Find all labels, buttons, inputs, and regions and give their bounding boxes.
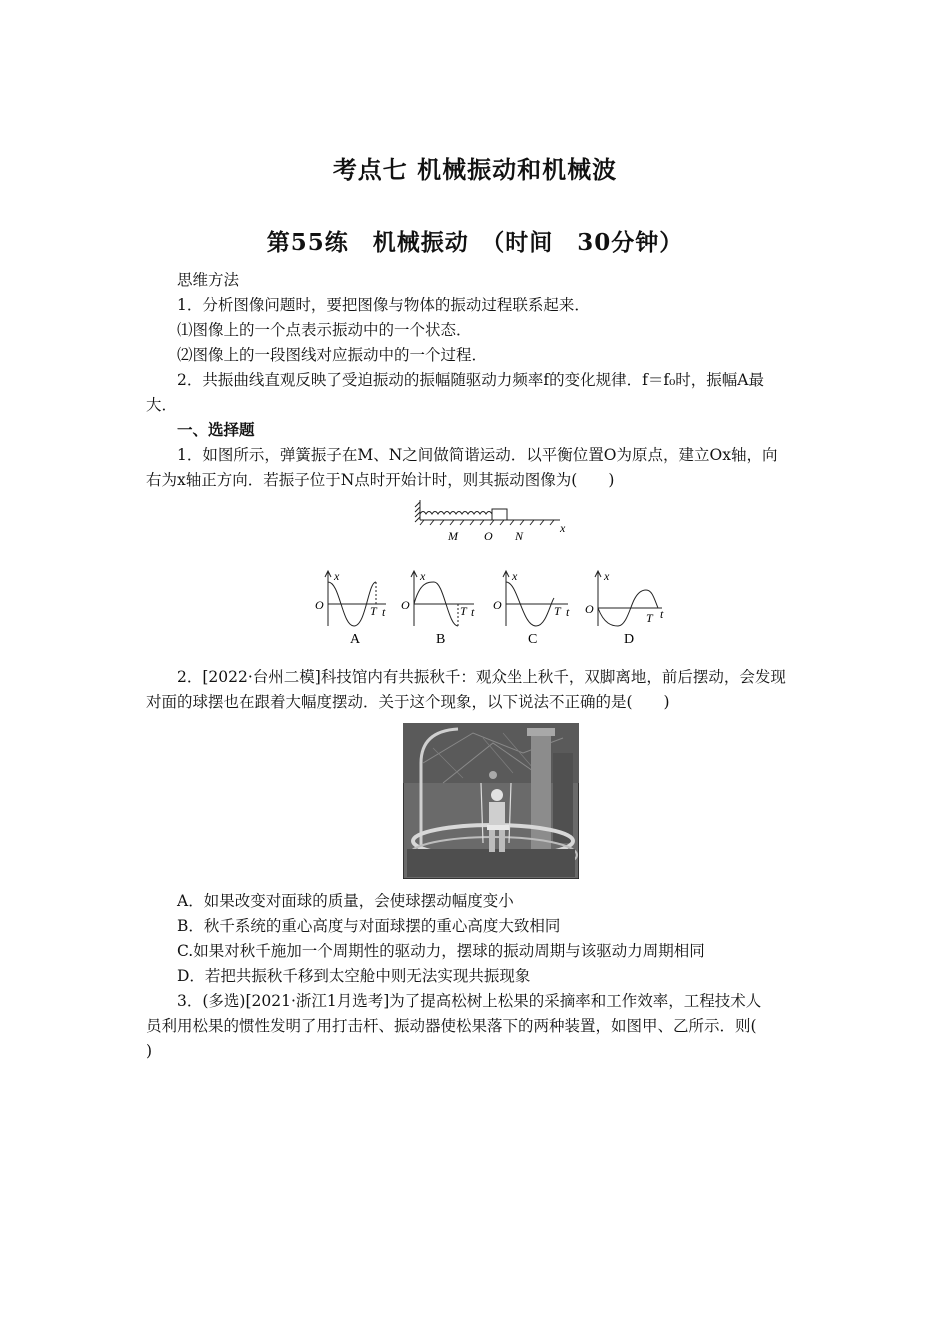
graph-b-time: t (471, 605, 475, 619)
graph-c-period: T (554, 604, 561, 618)
graph-c-time: t (566, 605, 570, 619)
question-1-line2: 右为x轴正方向．若振子位于N点时开始计时，则其振动图像为( ) (146, 471, 615, 489)
graph-d-y-label: x (604, 569, 610, 583)
question-3-line3: ) (146, 1042, 153, 1060)
graph-option-b (398, 568, 480, 648)
graph-d-time: t (660, 607, 664, 621)
point-o-label: O (484, 529, 493, 543)
graph-option-a (312, 568, 390, 648)
graph-b-y-label: x (420, 569, 426, 583)
option-a: A．如果改变对面球的质量，会使球摆动幅度变小 (177, 892, 514, 910)
method-point-2-line2: 大． (146, 396, 178, 414)
graph-b-label: B (436, 632, 446, 647)
spring-oscillator-figure (410, 498, 570, 546)
method-heading: 思维方法 (177, 271, 240, 289)
graph-c-origin: O (493, 598, 502, 612)
graph-a-y-label: x (334, 569, 340, 583)
chapter-title: 考点七 机械振动和机械波 (332, 155, 618, 184)
graph-a-origin: O (315, 598, 324, 612)
graph-a-label: A (350, 632, 361, 647)
method-point-2-line1: 2．共振曲线直观反映了受迫振动的振幅随驱动力频率f的变化规律．f＝f₀时，振幅A最 (177, 371, 764, 389)
resonance-swing-photo (403, 723, 579, 879)
graph-a-time: t (382, 605, 386, 619)
question-1-line1: 1．如图所示，弹簧振子在M、N之间做简谐运动．以平衡位置O为原点，建立Ox轴，向 (177, 446, 778, 464)
graph-d-period: T (646, 611, 653, 625)
graph-c-label: C (528, 632, 538, 647)
point-m-label: M (448, 529, 458, 543)
graph-b-period: T (460, 604, 467, 618)
option-d: D．若把共振秋千移到太空舱中则无法实现共振现象 (177, 967, 531, 985)
point-n-label: N (515, 529, 524, 543)
exercise-title: 第55练 机械振动 （时间 30分钟） (266, 229, 684, 256)
question-2-line1: 2．[2022·台州二模]科技馆内有共振秋千：观众坐上秋千，双脚离地，前后摆动，会发现 (177, 668, 786, 686)
graph-a-period: T (370, 604, 377, 618)
axis-x-label: x (560, 521, 566, 535)
graph-option-d (582, 568, 670, 648)
method-point-1b: ⑵图像上的一段图线对应振动中的一个过程． (177, 346, 488, 364)
graph-b-origin: O (401, 598, 410, 612)
graph-d-origin: O (585, 602, 594, 616)
method-point-1a: ⑴图像上的一个点表示振动中的一个状态． (177, 321, 472, 339)
question-2-line2: 对面的球摆也在跟着大幅度摆动．关于这个现象，以下说法不正确的是( ) (146, 693, 670, 711)
graph-d-label: D (624, 632, 635, 647)
method-point-1: 1．分析图像问题时，要把图像与物体的振动过程联系起来． (177, 296, 590, 314)
question-3-line2: 员利用松果的惯性发明了用打击杆、振动器使松果落下的两种装置，如图甲、乙所示．则( (146, 1017, 757, 1035)
section-heading: 一、选择题 (177, 420, 255, 439)
graph-option-c (490, 568, 574, 648)
option-c: C.如果对秋千施加一个周期性的驱动力，摆球的振动周期与该驱动力周期相同 (177, 942, 705, 960)
question-3-line1: 3．(多选)[2021·浙江1月选考]为了提高松树上松果的采摘率和工作效率，工程技术人 (177, 992, 762, 1010)
graph-c-y-label: x (512, 569, 518, 583)
option-b: B．秋千系统的重心高度与对面球摆的重心高度大致相同 (177, 917, 561, 935)
